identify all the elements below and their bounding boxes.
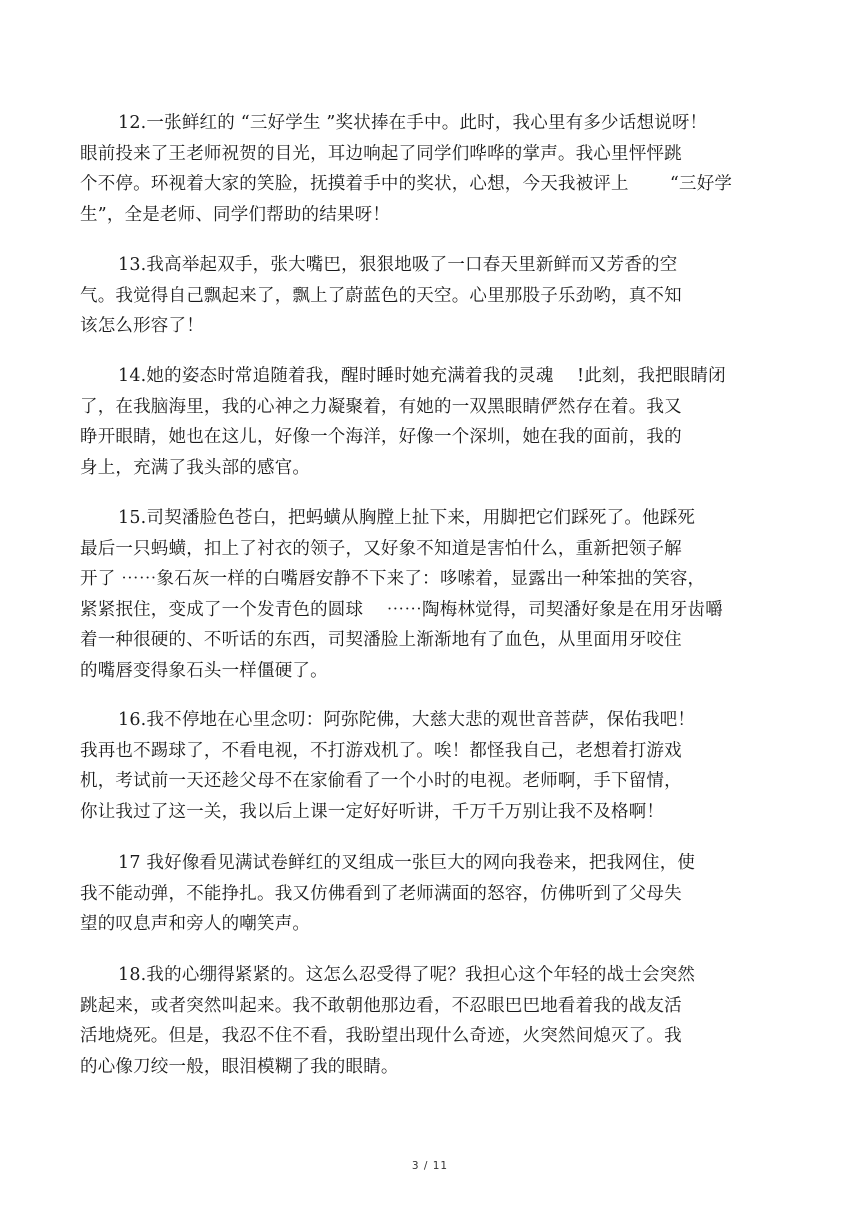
- paragraph-line: 的心像刀绞一般，眼泪模糊了我的眼睛。: [80, 1056, 399, 1077]
- paragraph-line: 16.我不停地在心里念叨：阿弥陀佛，大慈大悲的观世音菩萨，保佑我吧！: [118, 710, 696, 730]
- paragraph-15: [80, 503, 780, 687]
- paragraph-line: 我再也不踢球了，不看电视，不打游戏机了。唉！都怪我自己，老想着打游戏: [80, 740, 682, 761]
- paragraph-line: 眼前投来了王老师祝贺的目光，耳边响起了同学们哗哗的掌声。我心里怦怦跳: [80, 143, 682, 164]
- paragraph-line: 开了 ⋯⋯象石灰一样的白嘴唇安静不下来了：哆嗦着，显露出一种笨拙的笑容，: [80, 569, 706, 590]
- paragraph-line: 睁开眼睛，她也在这儿，好像一个海洋，好像一个深圳，她在我的面前，我的: [80, 427, 682, 448]
- paragraph-line: 17 我好像看见满试卷鲜红的叉组成一张巨大的网向我卷来，把我网住，使: [118, 853, 696, 873]
- paragraph-line: 紧紧抿住，变成了一个发青色的圆球 ⋯⋯陶梅林觉得，司契潘好象是在用牙齿嚼: [80, 599, 723, 620]
- paragraph-line: 我不能动弹，不能挣扎。我又仿佛看到了老师满面的怒容，仿佛听到了父母失: [80, 883, 682, 904]
- paragraph-16: [80, 705, 780, 827]
- paragraph-line: 跳起来，或者突然叫起来。我不敢朝他那边看，不忍眼巴巴地看着我的战友活: [80, 995, 682, 1016]
- paragraph-line: 了，在我脑海里，我的心神之力凝聚着，有她的一双黑眼睛俨然存在着。我又: [80, 396, 682, 417]
- paragraph-line: 机，考试前一天还趁父母不在家偷看了一个小时的电视。老师啊，手下留情，: [80, 771, 682, 792]
- paragraph-18: [80, 960, 780, 1082]
- paragraph-line: 最后一只蚂蟥，扣上了衬衣的领子，又好象不知道是害怕什么，重新把领子解: [80, 538, 682, 559]
- paragraph-line: 该怎么形容了！: [80, 316, 204, 337]
- paragraph-17: [80, 848, 780, 940]
- paragraph-line: 15.司契潘脸色苍白，把蚂蟥从胸膛上扯下来，用脚把它们踩死了。他踩死: [118, 508, 696, 528]
- paragraph-line: 活地烧死。但是，我忍不住不看，我盼望出现什么奇迹，火突然间熄灭了。我: [80, 1026, 682, 1047]
- paragraph-line: 着一种很硬的、不听话的东西，司契潘脸上渐渐地有了血色，从里面用牙咬住: [80, 630, 682, 651]
- paragraph-line: 12.一张鲜红的 “三好学生 ”奖状捧在手中。此时，我心里有多少话想说呀！: [118, 113, 708, 133]
- paragraph-line: 18.我的心绷得紧紧的。这怎么忍受得了呢？我担心这个年轻的战士会突然: [118, 965, 696, 985]
- paragraph-line: 气。我觉得自己飘起来了，飘上了蔚蓝色的天空。心里那股子乐劲哟，真不知: [80, 285, 682, 306]
- paragraph-line: 13.我高举起双手，张大嘴巴，狠狠地吸了一口春天里新鲜而又芳香的空: [118, 255, 678, 275]
- paragraph-12: [80, 108, 780, 230]
- paragraph-line: 14.她的姿态时常追随着我，醒时睡时她充满着我的灵魂 !此刻，我把眼睛闭: [118, 366, 726, 386]
- paragraph-line: 身上，充满了我头部的感官。: [80, 457, 311, 478]
- paragraph-line: 个不停。环视着大家的笑脸，抚摸着手中的奖状，心想，今天我被评上 “三好学: [80, 174, 733, 195]
- paragraph-14: [80, 361, 780, 483]
- paragraph-line: 生”，全是老师、同学们帮助的结果呀！: [80, 204, 391, 225]
- paragraph-13: [80, 250, 780, 342]
- paragraph-line: 的嘴唇变得象石头一样僵硬了。: [80, 660, 328, 681]
- page-number: 3 / 11: [411, 1160, 449, 1172]
- paragraph-line: 望的叹息声和旁人的嘲笑声。: [80, 914, 311, 935]
- paragraph-line: 你让我过了这一关，我以后上课一定好好听讲，千万千万别让我不及格啊！: [80, 801, 665, 822]
